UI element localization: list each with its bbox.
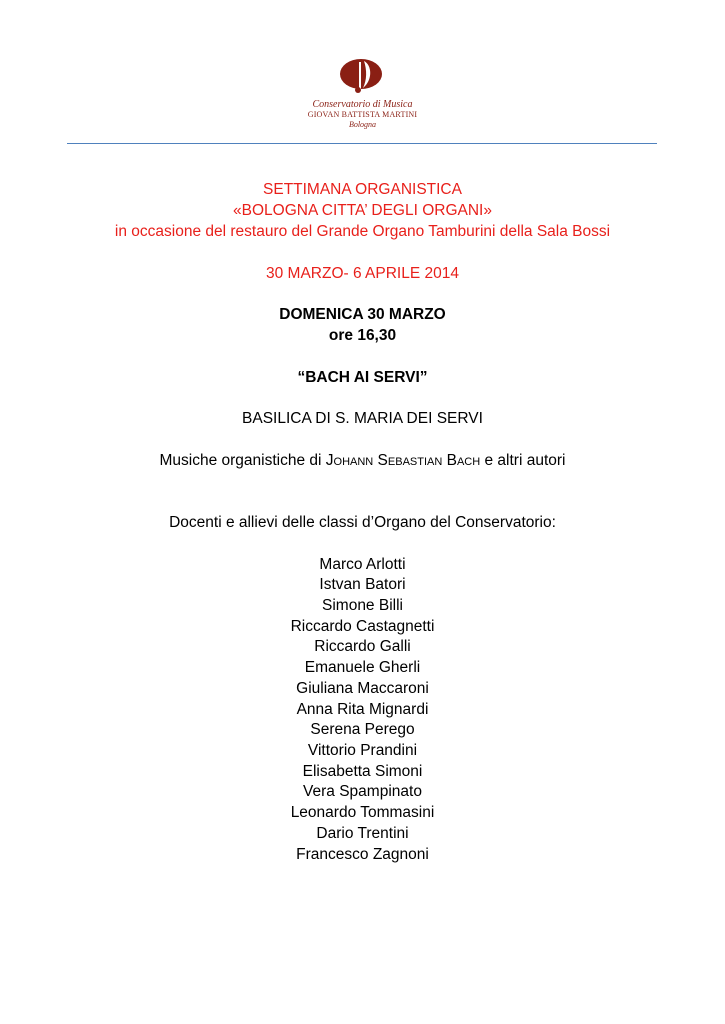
performer-name: Vittorio Prandini — [307, 742, 418, 759]
concert-day: DOMENICA 30 MARZO — [279, 306, 446, 323]
performer-name: Giuliana Maccaroni — [296, 680, 429, 697]
performer-name: Elisabetta Simoni — [302, 763, 423, 780]
concert-program — [0, 451, 725, 471]
event-subtitle: «BOLOGNA CITTA’ DEGLI ORGANI» — [233, 202, 492, 219]
performer-name: Riccardo Castagnetti — [290, 618, 435, 635]
concert-title: “BACH AI SERVI” — [297, 369, 428, 386]
performer-name: Dario Trentini — [316, 825, 409, 842]
performer-name: Francesco Zagnoni — [296, 846, 429, 863]
performers-intro: Docenti e allievi delle classi d’Organo del Conservatorio: — [169, 514, 556, 531]
performer-name: Emanuele Gherli — [304, 659, 421, 676]
program-composer: Johann Sebastian Bach — [325, 452, 481, 469]
performer-name: Simone Billi — [322, 597, 403, 614]
org-full-name: GIOVAN BATTISTA MARTINI — [307, 110, 418, 119]
program-prefix: Musiche organistiche di — [159, 452, 326, 469]
event-dates: 30 MARZO- 6 APRILE 2014 — [266, 265, 459, 282]
performer-name: Leonardo Tommasini — [290, 804, 435, 821]
org-city: Bologna — [348, 120, 377, 129]
event-occasion: in occasione del restauro del Grande Organo Tamburini della Sala Bossi — [114, 223, 611, 240]
performer-name: Marco Arlotti — [319, 556, 406, 573]
performer-name: Serena Perego — [310, 721, 415, 738]
org-name: Conservatorio di Musica — [312, 99, 413, 110]
program-suffix: e altri autori — [480, 452, 566, 469]
event-series: SETTIMANA ORGANISTICA — [263, 181, 462, 198]
performer-name: Riccardo Galli — [314, 638, 411, 655]
performer-name: Vera Spampinato — [303, 783, 422, 800]
conservatorio-logo-icon — [337, 56, 385, 96]
performer-name: Anna Rita Mignardi — [296, 701, 429, 718]
performer-name: Istvan Batori — [319, 576, 406, 593]
concert-venue: BASILICA DI S. MARIA DEI SERVI — [242, 410, 483, 427]
header-divider — [67, 143, 657, 144]
concert-time: ore 16,30 — [328, 327, 397, 344]
